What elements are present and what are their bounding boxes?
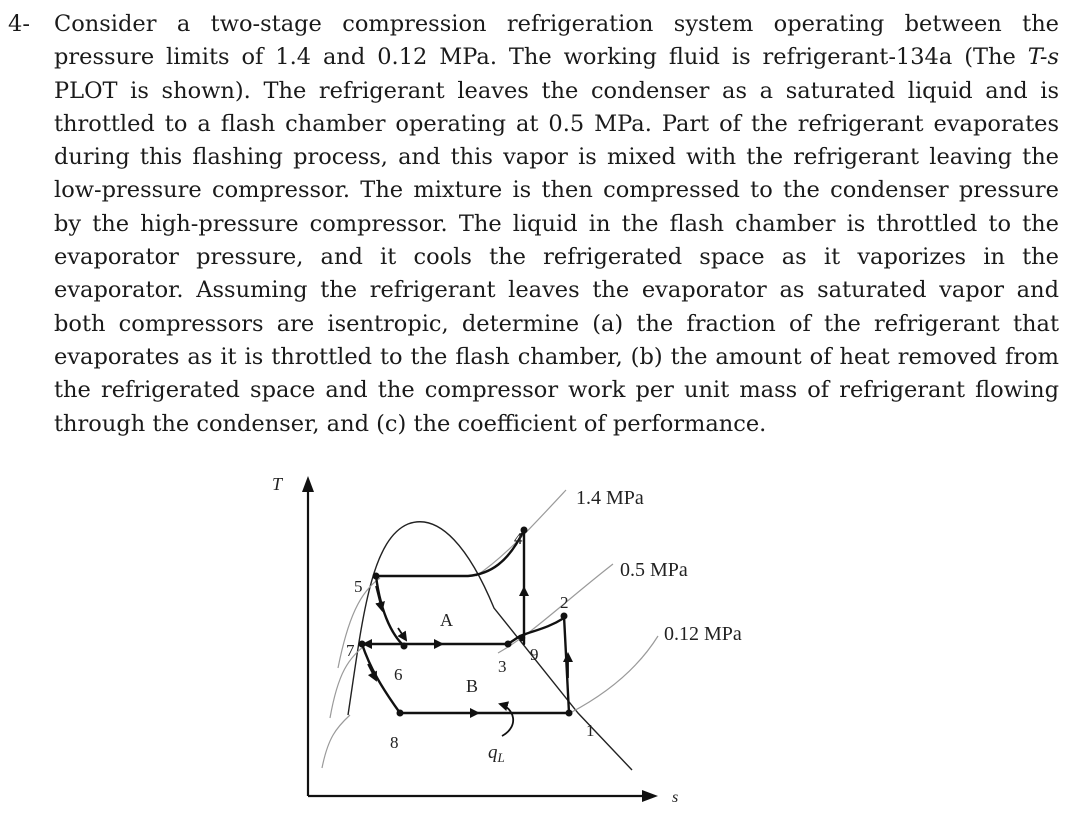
ts-diagram bbox=[258, 468, 798, 808]
label-state-2: 2 bbox=[560, 593, 569, 612]
label-region-b: B bbox=[466, 676, 479, 696]
point-9-dot bbox=[519, 635, 525, 641]
heat-ql-subscript: L bbox=[497, 750, 505, 765]
isobars bbox=[322, 490, 658, 768]
ts-diagram-svg bbox=[258, 468, 798, 808]
heat-ql-q: q bbox=[488, 742, 498, 763]
label-isobar-1-4-mpa: 1.4 MPa bbox=[576, 487, 644, 509]
arrow-6-6b-icon bbox=[398, 628, 406, 640]
label-isobar-0-5-mpa: 0.5 MPa bbox=[620, 559, 688, 581]
problem-number: 4- bbox=[8, 11, 30, 37]
axis-x-label: s bbox=[672, 789, 679, 806]
point-6-dot bbox=[401, 643, 408, 650]
state-labels bbox=[346, 529, 595, 752]
label-state-9: 9 bbox=[530, 645, 539, 664]
y-axis-arrow-icon bbox=[302, 476, 314, 492]
label-state-3: 3 bbox=[498, 657, 507, 676]
axes bbox=[302, 476, 658, 802]
label-isobar-0-12-mpa: 0.12 MPa bbox=[664, 623, 742, 645]
label-state-4: 4 bbox=[514, 529, 523, 548]
label-state-8: 8 bbox=[390, 733, 399, 752]
point-3-dot bbox=[505, 641, 512, 648]
label-state-7: 7 bbox=[346, 641, 355, 660]
heat-ql-arrow-icon bbox=[500, 704, 513, 736]
region-labels bbox=[440, 610, 478, 696]
problem-text-ts-italic: T-s bbox=[1027, 44, 1059, 71]
axis-y-label: T bbox=[272, 474, 283, 494]
point-8-dot bbox=[397, 710, 404, 717]
label-state-5: 5 bbox=[354, 577, 363, 596]
label-state-6: 6 bbox=[394, 665, 403, 684]
point-5-dot bbox=[373, 573, 380, 580]
x-axis-arrow-icon bbox=[642, 790, 658, 802]
condenser-line bbox=[376, 530, 524, 576]
label-state-1: 1 bbox=[586, 721, 595, 740]
problem-text bbox=[54, 8, 1059, 441]
isobar-labels bbox=[576, 487, 742, 645]
problem-text-part-2: PLOT is shown). The refrigerant leaves the condenser as a saturated liquid and is throttled to a flash chamber operating at 0.5 MPa. Part of the refrigerant evaporates during this flashing process, and this vapor is mixed with the refrigerant leaving the low-pressure compressor. The mixture is then compressed to the condenser pressure by the high-pressure compressor. The liquid in the flash chamber is throttled to the evaporator pressure, and it cools the refrigerated space as it vaporizes in the evaporator. Assuming the refrigerant leaves the evaporator as saturated vapor and both compressors are isentropic, determine (a) the fraction of the refrigerant that evaporates as it is throttled to the flash chamber, (b) the amount of heat removed from the refrigerated space and the compressor work per unit mass of refrigerant flowing through the condenser, and (c) the coefficient of performance. bbox=[54, 77, 1059, 437]
heat-ql-label bbox=[488, 742, 505, 765]
point-2-dot bbox=[561, 613, 568, 620]
hp-inlet-9-line bbox=[508, 618, 564, 644]
problem-statement bbox=[8, 8, 1068, 441]
point-1-dot bbox=[566, 710, 573, 717]
problem-text-part-1: Consider a two-stage compression refrigeration system operating between the pressure limits of 1.4 and 0.12 MPa. The working fluid is refrigerant-134a (The bbox=[54, 11, 1059, 71]
label-region-a: A bbox=[440, 610, 453, 630]
throttle-5-6-line bbox=[376, 576, 404, 646]
